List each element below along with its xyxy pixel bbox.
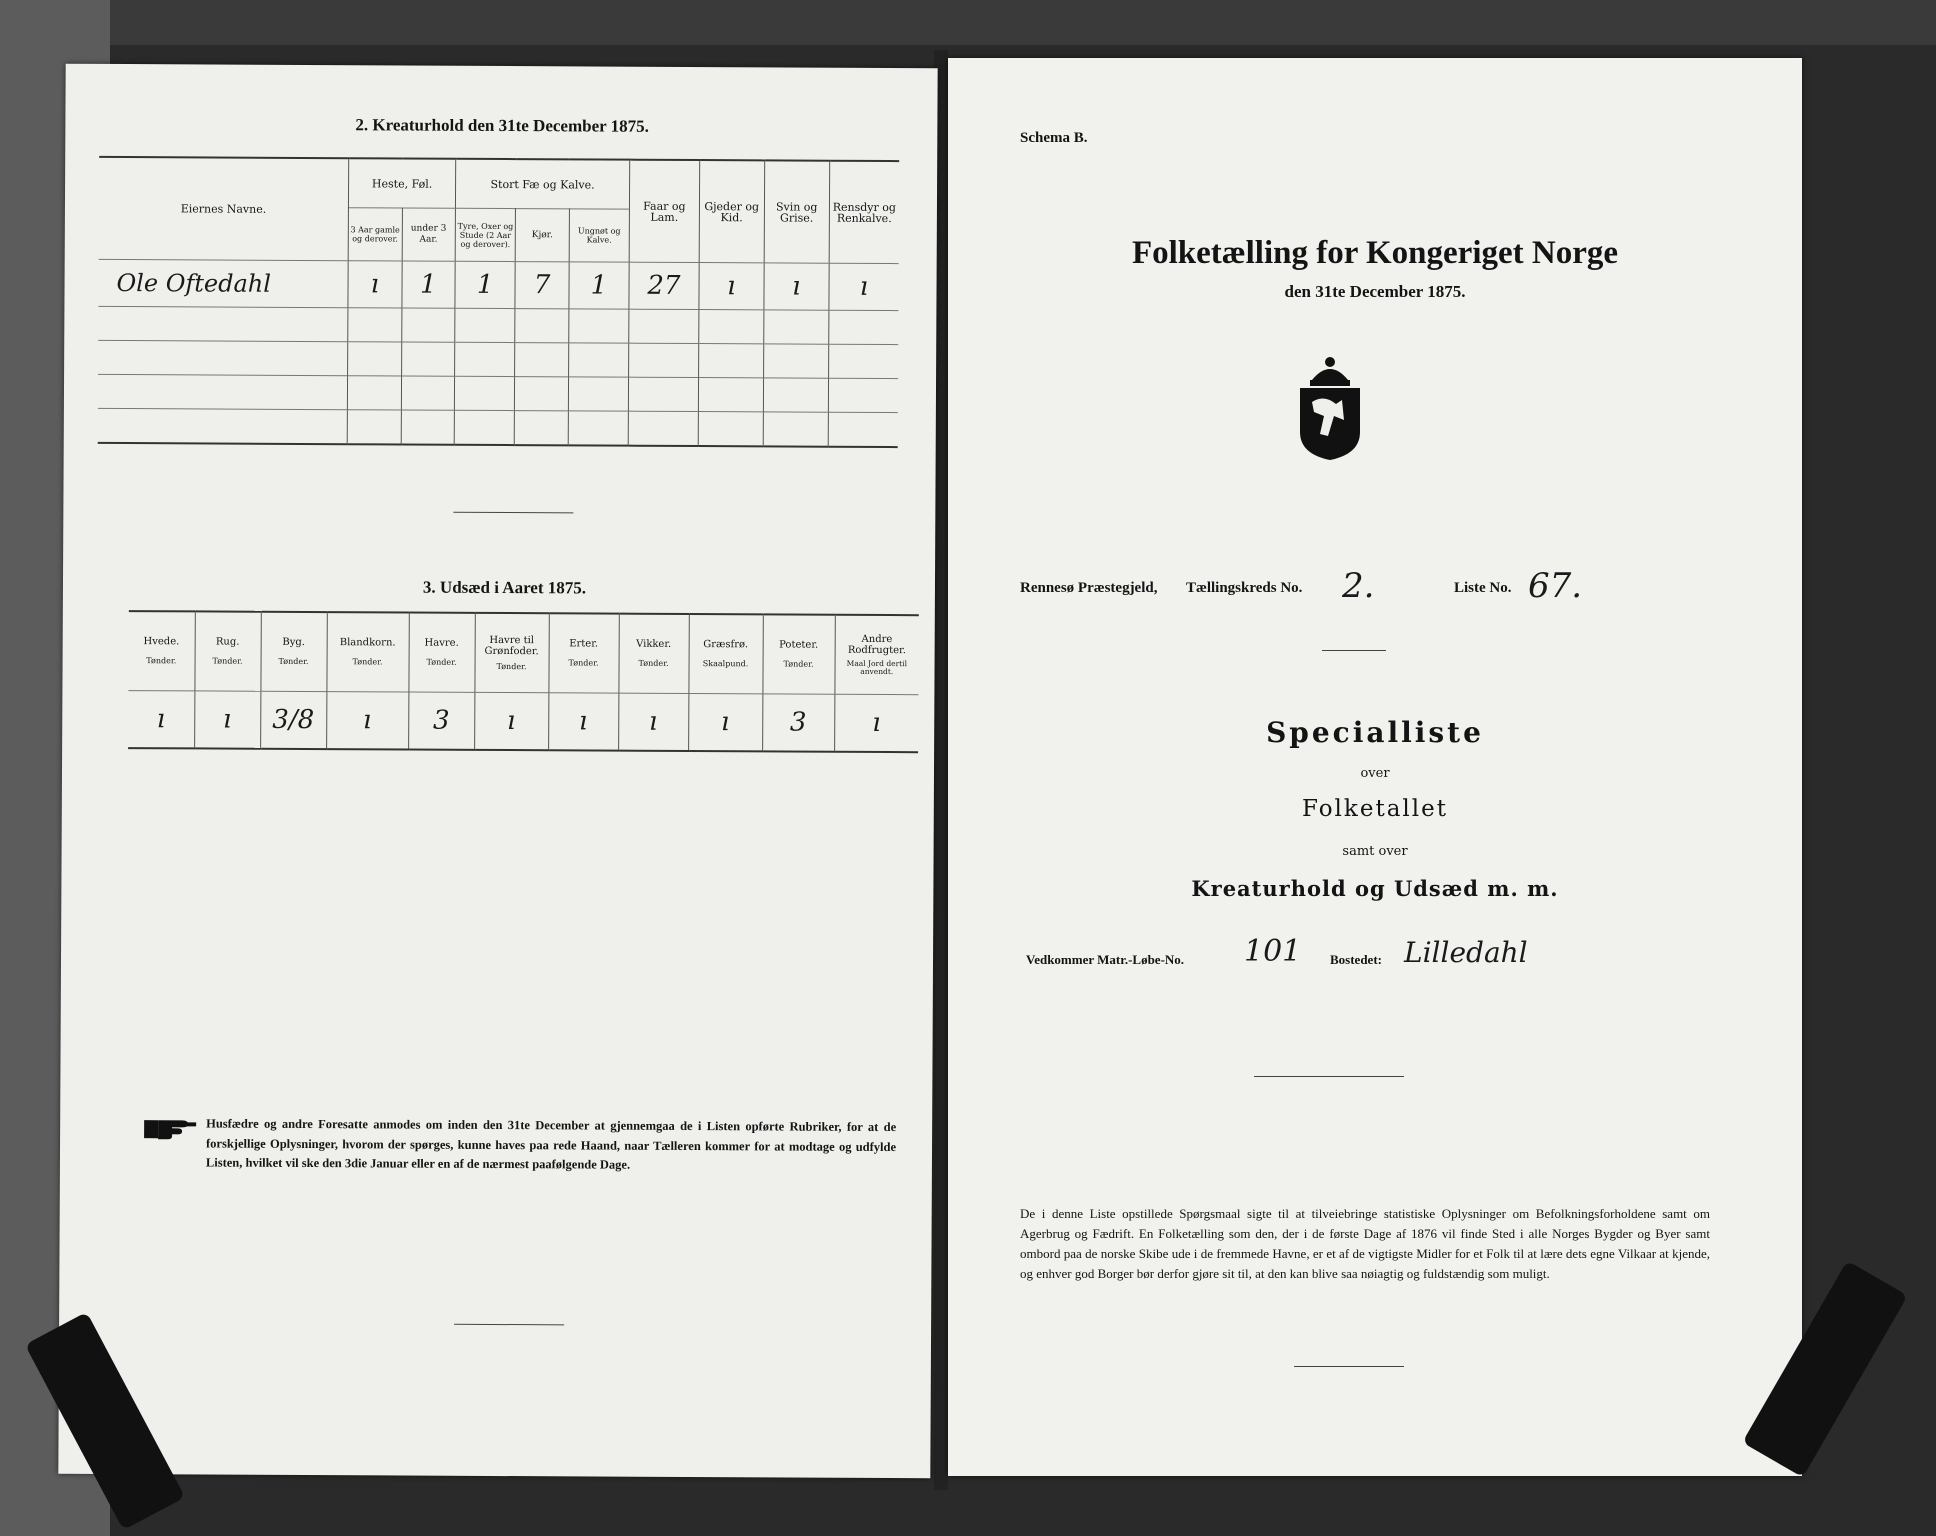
table-cell: 1: [455, 261, 516, 308]
header-name: Rug.: [215, 636, 240, 648]
col-rug: [194, 611, 260, 691]
specialliste-heading: Specialliste: [1266, 716, 1484, 749]
col-heste-a: 3 Aar gamle og derover.: [348, 208, 402, 261]
scan-backdrop-top: [0, 0, 1936, 45]
col-owner: Eiernes Navne.: [99, 157, 349, 261]
table-cell: ı: [764, 263, 829, 310]
table-row: [98, 374, 898, 412]
schema-label: Schema B.: [1020, 130, 1088, 146]
seed-table: [128, 610, 919, 753]
table-row: [98, 408, 898, 447]
table-cell: 1: [401, 261, 455, 308]
divider: [453, 512, 573, 514]
col-faar: Faar og Lam.: [629, 160, 699, 263]
header-unit: Tønder.: [568, 658, 599, 668]
col-rodfrugter: [834, 615, 918, 695]
col-storfe-group: Stort Fæ og Kalve.: [455, 159, 629, 209]
header-name: Andre Rodfrugter.: [847, 633, 906, 657]
table-cell: ı: [194, 691, 260, 749]
header-name: Poteter.: [779, 639, 819, 651]
col-havre-gronfoder: [474, 613, 548, 693]
kreds-value: 2.: [1342, 566, 1375, 606]
over-label: over: [1360, 766, 1390, 781]
notice-paragraph: Husfædre og andre Foresatte anmodes om inden den 31te December at gjennemgaa de i Listen opførte Rubriker, for at de forskjellige Oplysninger, hvorom der spørges, kunne haves paa rede Haand, naar Tælleren kommer for at modtage og udfylde Listen, hvilket vil ske den 3die Januar eller en af de nærmest paafølgende Dage.: [205, 1116, 897, 1172]
col-storfe-a: Tyre, Oxer og Stude (2 Aar og derover).: [455, 208, 516, 261]
section3-title: 3. Udsæd i Aaret 1875.: [422, 577, 587, 598]
matr-label: Vedkommer Matr.-Løbe-No.: [1026, 952, 1185, 967]
table-cell: ı: [326, 692, 408, 750]
header-unit: Tønder.: [638, 658, 669, 668]
table-cell: ı: [699, 263, 764, 310]
col-hvede: [128, 611, 194, 691]
table-row: [128, 691, 918, 753]
table-row: [98, 340, 898, 378]
divider: [1322, 650, 1386, 651]
header-unit: Tønder.: [496, 661, 527, 671]
table-cell: 1: [569, 262, 630, 309]
header-unit: Tønder.: [352, 657, 383, 667]
table-cell: ı: [128, 691, 194, 749]
registration-line: [1020, 566, 1780, 610]
header-name: Havre til Grønfoder.: [484, 634, 539, 657]
census-title: Folketælling for Kongeriget Norge: [1131, 235, 1619, 271]
col-svin: Svin og Grise.: [764, 160, 830, 263]
header-name: Byg.: [282, 636, 305, 648]
header-name: Erter.: [569, 638, 599, 650]
coat-of-arms-icon: [1290, 350, 1370, 462]
pointing-hand-icon: [142, 1114, 198, 1144]
table-cell: 3/8: [260, 691, 326, 749]
table-cell: ı: [829, 263, 899, 310]
intro-paragraph: De i denne Liste opstillede Spørgsmaal sigte til at tilveiebringe statistiske Oplysninger om Befolkningsforholdene samt om Agerbrug og Fædrift. En Folketælling som den, der i de første Dage af 1876 vil finde Sted i alle Norges Bygder og Byer samt ombord paa de norske Skibe ude i de fremmede Havne, er et af de vigtigste Midler for et Folk til at lære dets egne Vilkaar at kjende, og enhver god Borger bør derfor gjøre sit til, at den kan blive saa nøiagtig og fuldstændig som muligt.: [1020, 1206, 1710, 1281]
divider: [454, 1324, 564, 1326]
header-name: Vikker.: [636, 638, 672, 650]
divider: [1254, 1076, 1404, 1077]
col-gjeder: Gjeder og Kid.: [699, 160, 765, 263]
divider: [1294, 1366, 1404, 1367]
section2-title: 2. Kreaturhold den 31te December 1875.: [355, 115, 649, 136]
header-unit: Skaalpund.: [702, 659, 749, 669]
header-name: Hvede.: [143, 636, 180, 648]
table-cell: 7: [515, 262, 569, 309]
table-cell: ı: [474, 692, 548, 750]
table-row: [98, 306, 898, 344]
table-cell: ı: [348, 261, 402, 308]
samt-over-label: samt over: [1342, 844, 1408, 859]
header-unit: Tønder.: [278, 656, 309, 667]
table-row: [98, 259, 898, 310]
livestock-table: [98, 156, 899, 448]
table-cell: ı: [834, 694, 918, 752]
prestegjeld-label: Rennesø Præstegjeld,: [1020, 580, 1158, 596]
liste-value: 67.: [1528, 566, 1583, 606]
table-cell: 3: [408, 692, 474, 750]
header-unit: Tønder.: [426, 657, 457, 667]
header-name: Blandkorn.: [339, 637, 396, 649]
matr-value: 101: [1244, 934, 1302, 969]
kreds-label: Tællingskreds No.: [1186, 580, 1303, 596]
matr-line: [1026, 934, 1746, 978]
header-unit: Tønder.: [146, 656, 177, 666]
col-havre: [408, 613, 474, 693]
table-cell: ı: [618, 693, 688, 751]
liste-label: Liste No.: [1454, 580, 1512, 596]
header-name: Havre.: [424, 637, 459, 649]
left-page: [58, 64, 937, 1479]
table-cell: ı: [548, 693, 618, 751]
table-cell: 3: [762, 694, 834, 752]
col-heste-b: under 3 Aar.: [402, 208, 456, 261]
col-byg: [260, 612, 326, 692]
header-unit: Tønder.: [783, 659, 814, 669]
col-graesfro: [688, 614, 762, 694]
bosted-label: Bostedet:: [1330, 952, 1382, 967]
census-date: den 31te December 1875.: [1284, 282, 1466, 301]
header-unit: Maal Jord dertil anvendt.: [846, 658, 908, 677]
table-cell: ı: [688, 693, 762, 751]
col-heste-group: Heste, Føl.: [349, 158, 456, 208]
col-storfe-c: Ungnøt og Kalve.: [569, 209, 630, 262]
right-page: [948, 58, 1802, 1476]
kreaturhold-heading: Kreaturhold og Udsæd m. m.: [1191, 876, 1559, 901]
header-name: Græsfrø.: [703, 639, 749, 651]
col-erter: [548, 613, 618, 693]
col-poteter: [762, 614, 834, 694]
col-storfe-b: Kjør.: [515, 209, 569, 262]
folketallet-heading: Folketallet: [1302, 796, 1448, 822]
col-vikker: [618, 614, 688, 694]
col-rensdyr: Rensdyr og Renkalve.: [829, 161, 899, 264]
table-cell: 27: [629, 262, 699, 309]
bosted-value: Lilledahl: [1404, 936, 1528, 969]
col-blandkorn: [326, 612, 408, 692]
owner-name: Ole Oftedahl: [98, 259, 348, 307]
header-unit: Tønder.: [212, 656, 243, 666]
